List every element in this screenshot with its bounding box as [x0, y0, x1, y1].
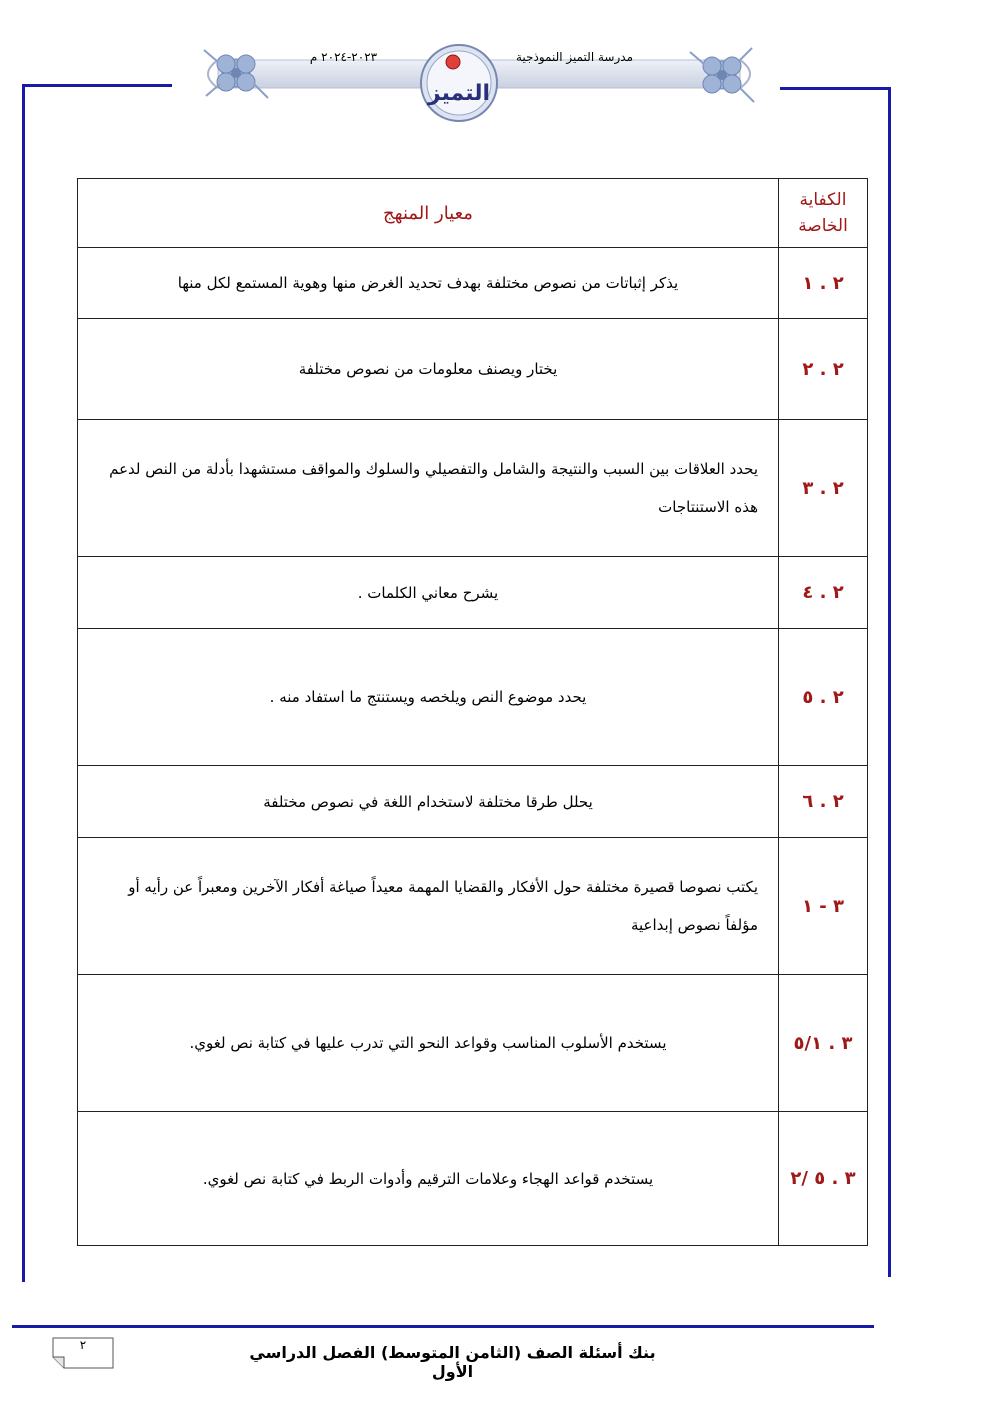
row-code: ٣ - ١ — [779, 838, 868, 975]
flower-right-icon — [682, 40, 762, 110]
table-row — [78, 1112, 868, 1246]
row-text: يستخدم الأسلوب المناسب وقواعد النحو التي تدرب عليها في كتابة نص لغوي. — [78, 975, 779, 1112]
row-code: ٢ . ٤ — [779, 557, 868, 629]
frame-left-line — [22, 84, 25, 1282]
table-row — [78, 838, 868, 975]
row-text: يذكر إثباتات من نصوص مختلفة بهدف تحديد الغرض منها وهوية المستمع لكل منها — [78, 248, 779, 319]
row-text: يشرح معاني الكلمات . — [78, 557, 779, 629]
row-code: ٢ . ٥ — [779, 629, 868, 766]
page-number: ٢ — [79, 1338, 87, 1352]
row-text: يستخدم قواعد الهجاء وعلامات الترقيم وأدوات الربط في كتابة نص لغوي. — [78, 1112, 779, 1246]
table-row — [78, 248, 868, 319]
svg-text:التميز: التميز — [427, 81, 491, 106]
row-code: ٣ . ٥ /٢ — [779, 1112, 868, 1246]
row-code: ٢ . ٢ — [779, 319, 868, 420]
row-text: يحدد موضوع النص ويلخصه ويستنتج ما استفاد منه . — [78, 629, 779, 766]
table-row — [78, 319, 868, 420]
criteria-table — [77, 178, 868, 1246]
row-code: ٣ . ٥/١ — [779, 975, 868, 1112]
table-row — [78, 766, 868, 838]
frame-right-line — [888, 87, 891, 1277]
header-standard: معيار المنهج — [78, 179, 779, 248]
table-row — [78, 629, 868, 766]
row-code: ٢ . ٦ — [779, 766, 868, 838]
row-code: ٢ . ١ — [779, 248, 868, 319]
flower-left-icon — [196, 40, 276, 106]
table-header-row — [78, 179, 868, 248]
footer-line — [12, 1325, 874, 1328]
footer-title: بنك أسئلة الصف (الثامن المتوسط) الفصل الدراسي الأول — [249, 1343, 656, 1381]
frame-top-right-line — [780, 87, 890, 90]
row-text: يختار ويصنف معلومات من نصوص مختلفة — [78, 319, 779, 420]
row-code: ٢ . ٣ — [779, 420, 868, 557]
school-year: ٢٠٢٣-٢٠٢٤ م — [309, 50, 378, 64]
row-text: يحلل طرقا مختلفة لاستخدام اللغة في نصوص مختلفة — [78, 766, 779, 838]
table-row — [78, 420, 868, 557]
row-text: يحدد العلاقات بين السبب والنتيجة والشامل والتفصيلي والسلوك والمواقف مستشهدا بأدلة من النص لدعم هذه الاستنتاجات — [78, 420, 779, 557]
table-row — [78, 557, 868, 629]
school-name: مدرسة التميز النموذجية — [516, 50, 633, 64]
frame-top-left-line — [22, 84, 172, 87]
school-logo — [418, 42, 500, 124]
table-row — [78, 975, 868, 1112]
header-competency: الكفاية الخاصة — [779, 179, 868, 248]
row-text: يكتب نصوصا قصيرة مختلفة حول الأفكار والقضايا المهمة معيداً صياغة أفكار الآخرين ومعبراً عن رأيه أو مؤلفاً نصوص إبداعية — [78, 838, 779, 975]
